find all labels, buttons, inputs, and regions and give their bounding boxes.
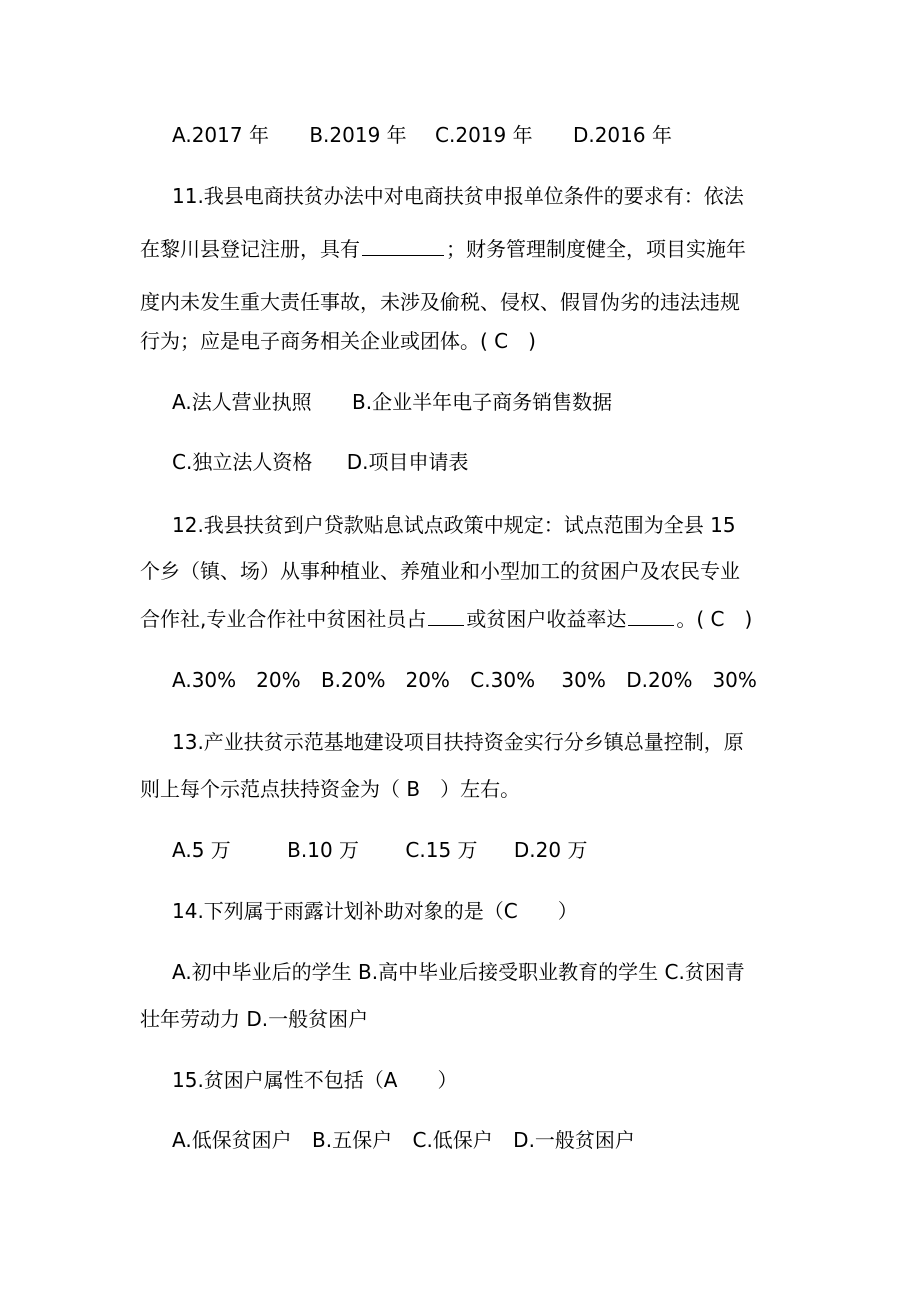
q14-options-line-2: 壮年劳动力 D.一般贫困户 <box>140 1007 369 1031</box>
q15-option-c: C.低保户 <box>412 1128 493 1152</box>
q10-option-c: C.2019 年 <box>435 123 533 147</box>
q12-blank-2 <box>628 605 674 626</box>
q12-stem-line-2: 个乡（镇、场）从事种植业、养殖业和小型加工的贫困户及农民专业 <box>140 559 740 583</box>
q15-stem-line-1: 15.贫困户属性不包括（A ） <box>172 1068 458 1092</box>
q12-stem-line-3-c: 。( C ) <box>676 607 753 631</box>
q13-stem-line-1: 13.产业扶贫示范基地建设项目扶持资金实行分乡镇总量控制，原 <box>172 730 744 754</box>
q11-blank <box>362 235 444 256</box>
q12-option-b: B.20% 20% <box>320 668 450 692</box>
q13-stem-line-2: 则上每个示范点扶持资金为（ B ）左右。 <box>140 777 521 801</box>
q11-stem-line-2-b: ；财务管理制度健全，项目实施年 <box>446 237 746 261</box>
q12-stem-line-1: 12.我县扶贫到户贷款贴息试点政策中规定：试点范围为全县 15 <box>172 513 736 537</box>
q11-stem-line-2 <box>140 234 800 264</box>
q12-option-a: A.30% 20% <box>172 668 301 692</box>
q11-options-row-1 <box>172 387 800 417</box>
q11-option-c: C.独立法人资格 <box>172 450 313 474</box>
q13-options <box>172 835 800 865</box>
q14-stem-line-1: 14.下列属于雨露计划补助对象的是（C ） <box>172 899 578 923</box>
q12-option-d: D.20% 30% <box>626 668 757 692</box>
q15-option-b: B.五保户 <box>312 1128 393 1152</box>
q11-stem-line-3: 度内未发生重大责任事故，未涉及偷税、侵权、假冒伪劣的违法违规 <box>140 290 740 314</box>
q12-blank-1 <box>428 605 464 626</box>
q11-option-b: B.企业半年电子商务销售数据 <box>352 390 613 414</box>
q13-option-a: A.5 万 <box>172 838 231 862</box>
q15-options <box>172 1125 800 1155</box>
q15-option-d: D.一般贫困户 <box>513 1128 635 1152</box>
q13-option-c: C.15 万 <box>405 838 478 862</box>
q10-option-a: A.2017 年 <box>172 123 269 147</box>
q12-stem-line-3-a: 合作社,专业合作社中贫困社员占 <box>140 607 427 631</box>
q13-option-d: D.20 万 <box>513 838 588 862</box>
q11-stem-line-2-a: 在黎川县登记注册，具有 <box>140 237 360 261</box>
q11-options-row-2 <box>172 447 800 477</box>
q10-option-b: B.2019 年 <box>309 123 407 147</box>
q13-option-b: B.10 万 <box>287 838 360 862</box>
q12-stem-line-3 <box>140 604 800 634</box>
q14-options-line-1: A.初中毕业后的学生 B.高中毕业后接受职业教育的学生 C.贫困青 <box>172 960 745 984</box>
q11-stem-line-4: 行为；应是电子商务相关企业或团体。( C ) <box>140 329 536 353</box>
q11-option-a: A.法人营业执照 <box>172 390 312 414</box>
q11-stem-line-1: 11.我县电商扶贫办法中对电商扶贫申报单位条件的要求有：依法 <box>172 184 744 208</box>
q12-options <box>172 665 800 695</box>
q12-stem-line-3-b: 或贫困户收益率达 <box>466 607 627 631</box>
q12-option-c: C.30% 30% <box>470 668 606 692</box>
q15-option-a: A.低保贫困户 <box>172 1128 292 1152</box>
q10-option-d: D.2016 年 <box>572 123 672 147</box>
q11-option-d: D.项目申请表 <box>346 450 469 474</box>
q10-options <box>172 120 800 150</box>
